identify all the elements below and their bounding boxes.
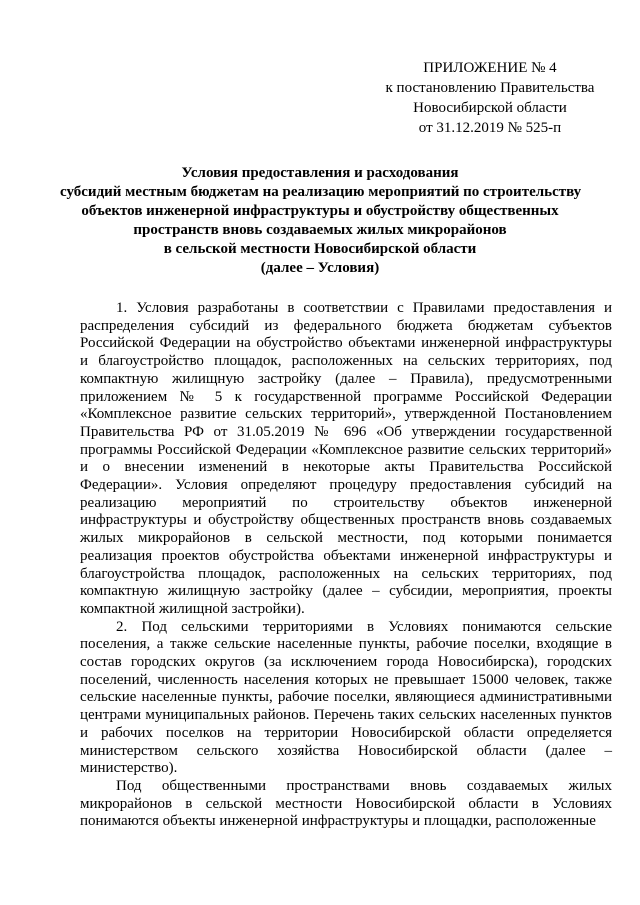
paragraph-3: Под общественными пространствами вновь создаваемых жилых микрорайонов в сельской местности Новосибирской области в Условиях понимаются объекты инженерной инфраструктуры и площадки, расположенные (80, 777, 612, 830)
title-line: пространств вновь создаваемых жилых микрорайонов (133, 222, 507, 238)
appendix-number: ПРИЛОЖЕНИЕ № 4 (423, 60, 557, 76)
title-line: (далее – Условия) (260, 260, 380, 276)
appendix-line-1: к постановлению Правительства (385, 80, 595, 96)
document-title (60, 164, 580, 278)
title-line: объектов инженерной инфраструктуры и обустройству общественных (81, 203, 559, 219)
paragraph-2: 2. Под сельскими территориями в Условиях понимаются сельские поселения, а также сельские населенные пункты, рабочие поселки, входящие в состав городских округов (за исключением города Новосибирска), городских поселений, численность населения которых не превышает 15000 человек, также сельские населенные пункты, рабочие поселки, являющиеся административными центрами муниципальных районов. Перечень таких сельских населенных пунктов и рабочих поселков на территории Новосибирской области определяется министерством сельского хозяйства Новосибирской области (далее – министерство). (80, 618, 612, 777)
paragraph-1: 1. Условия разработаны в соответствии с Правилами предоставления и распределения субсидий из федерального бюджета бюджетам субъектов Российской Федерации на обустройство объектами инженерной инфраструктуры и благоустройство площадок, расположенных на сельских территориях, под компактную жилищную застройку (далее – Правила), предусмотренными приложением № 5 к государственной программе Российской Федерации «Комплексное развитие сельских территорий», утвержденной Постановлением Правительства РФ от 31.05.2019 № 696 «Об утверждении государственной программы Российской Федерации «Комплексное развитие сельских территорий» и о внесении изменений в некоторые акты Правительства Российской Федерации». Условия определяют процедуру предоставления субсидий на реализацию мероприятий по строительству объектов инженерной инфраструктуры и обустройству общественных пространств вновь создаваемых жилых микрорайонов в сельской местности, под которыми понимается реализация проектов обустройства объектами инженерной инфраструктуры и благоустройства площадок, расположенных на сельских территориях, под компактную жилищную застройку (далее – субсидии, мероприятия, проекты компактной жилищной застройки). (80, 300, 612, 617)
title-line: субсидий местным бюджетам на реализацию мероприятий по строительству (60, 184, 582, 200)
document-body (80, 300, 612, 831)
title-line: Условия предоставления и расходования (181, 165, 459, 181)
title-line: в сельской местности Новосибирской области (163, 241, 477, 257)
appendix-header (370, 58, 610, 138)
appendix-line-3: от 31.12.2019 № 525-п (418, 120, 562, 136)
appendix-line-2: Новосибирской области (413, 100, 567, 116)
